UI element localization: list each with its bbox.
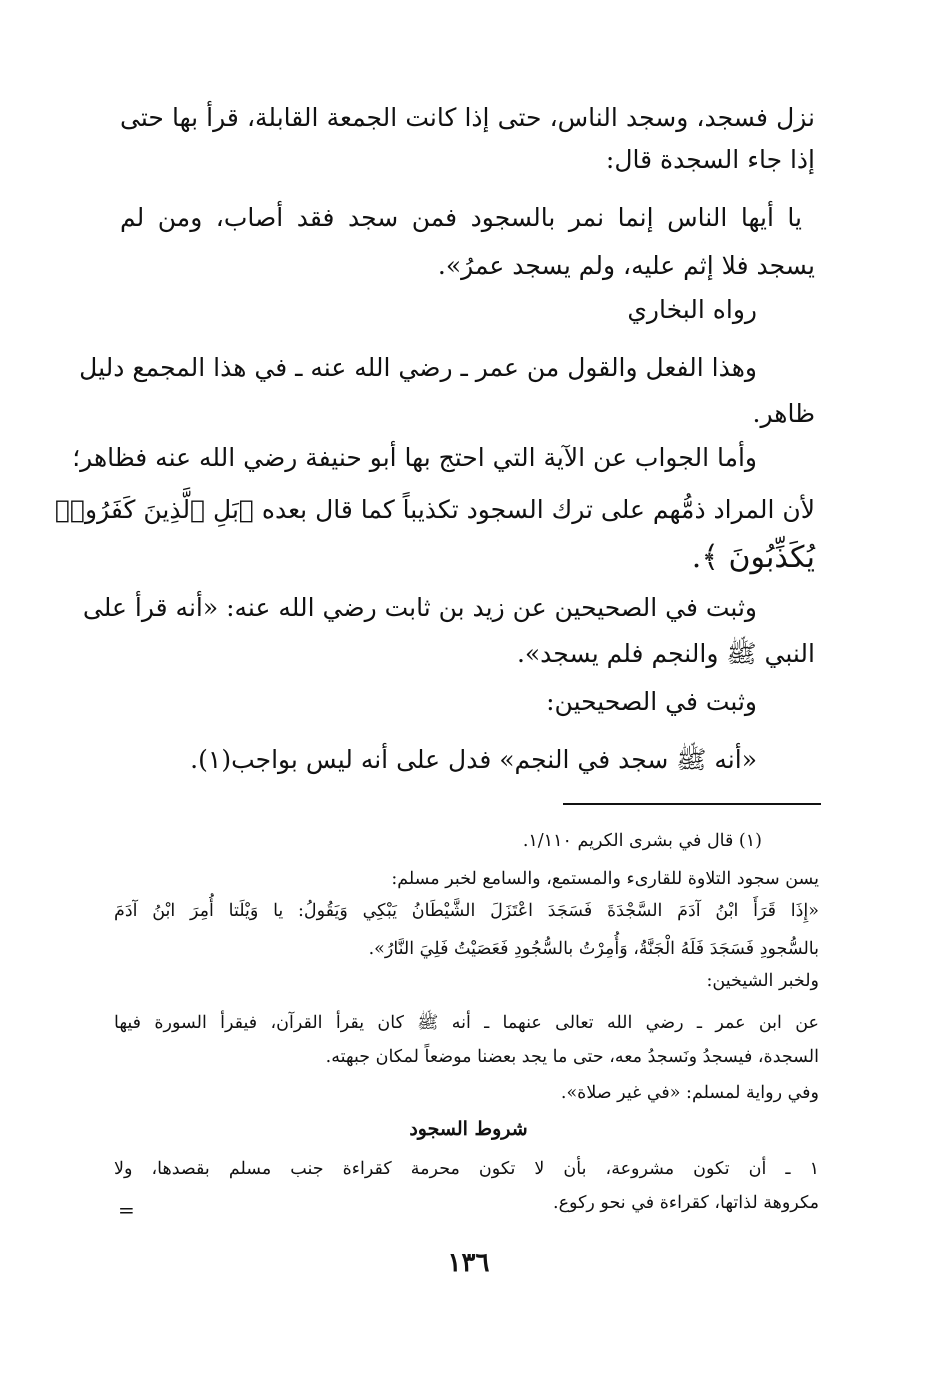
footnote-line: «إِذَا قَرَأَ ابْنُ آدَمَ السَّجْدَةَ فَسَجَدَ اعْتَزَلَ الشَّيْطَانُ يَبْكِي وَيَقُولُ: يا وَيْلَتا أُمِرَ ابْنُ آدَمَ <box>114 901 819 921</box>
main-text-line: النبي ﷺ والنجم فلم يسجد». <box>516 639 815 668</box>
attribution-line: رواه البخاري <box>627 295 757 324</box>
main-text-line: وثبت في الصحيحين: <box>546 687 757 716</box>
main-text-line: وثبت في الصحيحين عن زيد بن ثابت رضي الله عنه: «أنه قرأ على <box>82 593 757 622</box>
footnote-line: ١ ـ أن تكون مشروعة، بأن لا تكون محرمة كقراءة جنب مسلم بقصدها، ولا <box>114 1159 819 1179</box>
main-text-line: وأما الجواب عن الآية التي احتج بها أبو حنيفة رضي الله عنه فظاهر؛ <box>72 443 757 472</box>
footnote-separator <box>563 803 821 805</box>
main-text-line: وهذا الفعل والقول من عمر ـ رضي الله عنه ـ في هذا المجمع دليل <box>79 353 757 382</box>
main-text-line-quran: لأن المراد ذمُّهم على ترك السجود تكذيباً كما قال بعده ﴿بَلِ ٱلَّذِينَ كَفَرُوا۟ <box>55 495 815 524</box>
quran-verse-line: يُكَذِّبُونَ ﴾. <box>691 540 815 575</box>
footnote-line: يسن سجود التلاوة للقارىء والمستمع، والسامع لخبر مسلم: <box>391 869 819 889</box>
main-text-line: نزل فسجد، وسجد الناس، حتى إذا كانت الجمعة القابلة، قرأ بها حتى <box>120 103 815 132</box>
footnote-line: وفي رواية لمسلم: «في غير صلاة». <box>560 1083 819 1103</box>
footnote-line: بالسُّجودِ فَسَجَدَ فَلَهُ الْجَنَّةُ، وَأُمِرْتُ بالسُّجُودِ فَعَصَيْتُ فَلِيَ النَّارُ». <box>368 939 819 959</box>
footnote-line: (١) قال في بشرى الكريم ١/١١٠. <box>522 831 762 851</box>
main-text-line: إذا جاء السجدة قال: <box>605 145 815 174</box>
page-number: ١٣٦ <box>447 1248 490 1278</box>
main-text-line: ظاهر. <box>752 399 815 428</box>
footnote-line: ولخبر الشيخين: <box>706 971 819 991</box>
footnote-line: السجدة، فيسجدُ ونَسجدُ معه، حتى ما يجد بعضنا موضعاً لمكان جبهته. <box>325 1047 819 1067</box>
footnote-line: مكروهة لذاتها، كقراءة في نحو ركوع. <box>553 1193 819 1213</box>
main-text-line: يا أيها الناس إنما نمر بالسجود فمن سجد فقد أصاب، ومن لم <box>120 203 802 232</box>
main-text-line: يسجد فلا إثم عليه، ولم يسجد عمرُ». <box>437 251 815 280</box>
main-text-line: «أنه ﷺ سجد في النجم» فدل على أنه ليس بواجب(١). <box>190 745 757 774</box>
footnote-line: عن ابن عمر ـ رضي الله تعالى عنهما ـ أنه ﷺ كان يقرأ القرآن، فيقرأ السورة فيها <box>114 1013 819 1033</box>
footnote-heading: شروط السجود <box>409 1118 528 1140</box>
continuation-mark: = <box>118 1198 135 1222</box>
